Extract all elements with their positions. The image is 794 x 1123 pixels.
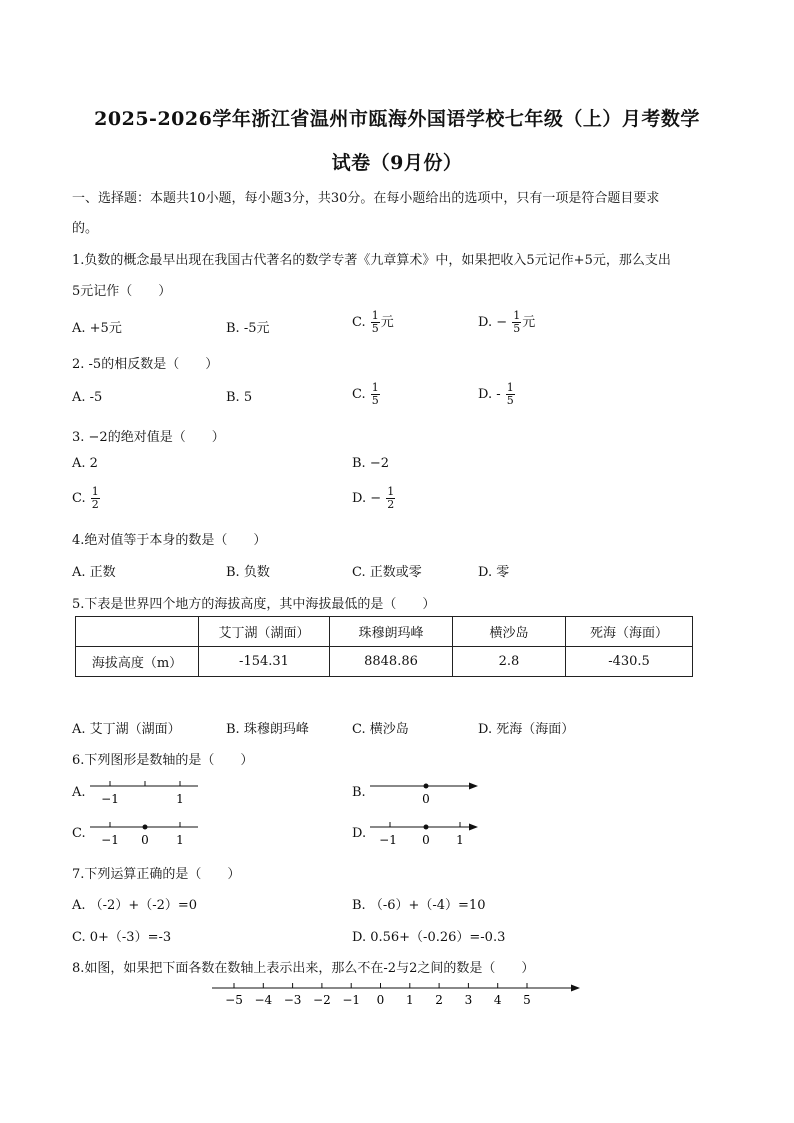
q6-option-d-label[interactable]: D. bbox=[352, 826, 367, 841]
origin-dot bbox=[143, 825, 148, 830]
tick-label: 3 bbox=[464, 993, 473, 1007]
q7-option-d[interactable]: D. 0.56+（-0.26）=-0.3 bbox=[352, 930, 506, 945]
table-header-cell: 珠穆朗玛峰 bbox=[330, 617, 453, 647]
origin-dot bbox=[424, 825, 429, 830]
q1-option-d[interactable] bbox=[478, 310, 535, 335]
q3-option-d[interactable] bbox=[352, 486, 396, 511]
q1-option-c[interactable] bbox=[352, 310, 394, 335]
table-cell: 8848.86 bbox=[330, 647, 453, 677]
exam-title-line1: 2025-2026学年浙江省温州市瓯海外国语学校七年级（上）月考数学 bbox=[94, 108, 700, 130]
q1-stem-line2: 5元记作（ ） bbox=[72, 284, 172, 299]
q6-option-b-number-line bbox=[368, 778, 483, 808]
tick-label: 4 bbox=[493, 993, 502, 1007]
tick-label: 2 bbox=[435, 993, 443, 1007]
q7-option-b[interactable]: B. （-6）+（-4）=10 bbox=[352, 898, 486, 913]
q5-option-b[interactable]: B. 珠穆朗玛峰 bbox=[226, 722, 309, 737]
section-instructions-line2: 的。 bbox=[72, 221, 99, 236]
altitude-table bbox=[75, 616, 693, 677]
q3-option-c-fraction: $\frac{1}{2}$ bbox=[91, 485, 99, 511]
q1-option-c-unit: 元 bbox=[380, 315, 394, 330]
table-header-cell: 艾丁湖（湖面） bbox=[199, 617, 330, 647]
table-header-row bbox=[76, 617, 693, 647]
q8-number-line bbox=[210, 980, 585, 1010]
table-cell: -154.31 bbox=[199, 647, 330, 677]
q2-stem: 2. -5的相反数是（ ） bbox=[72, 357, 219, 372]
q1-stem-line1: 1.负数的概念最早出现在我国古代著名的数学专著《九章算术》中，如果把收入5元记作+5元，那么支出 bbox=[72, 253, 671, 268]
tick-label: −3 bbox=[283, 993, 302, 1007]
arrow-icon bbox=[469, 783, 478, 790]
table-cell: 2.8 bbox=[453, 647, 566, 677]
q3-option-d-label: D. − bbox=[352, 491, 382, 506]
origin-dot bbox=[424, 784, 429, 789]
q4-option-c[interactable]: C. 正数或零 bbox=[352, 565, 422, 580]
q5-option-d[interactable]: D. 死海（海面） bbox=[478, 722, 575, 737]
q2-option-b[interactable]: B. 5 bbox=[226, 390, 253, 405]
q4-stem: 4.绝对值等于本身的数是（ ） bbox=[72, 533, 267, 548]
section-instructions-line1: 一、选择题：本题共10小题，每小题3分，共30分。在每小题给出的选项中，只有一项是符合题目要求 bbox=[72, 191, 660, 206]
q3-option-b[interactable]: B. −2 bbox=[352, 456, 389, 471]
tick-label: 5 bbox=[523, 993, 531, 1007]
tick-label-minus-one: −1 bbox=[101, 833, 119, 847]
q3-option-c[interactable] bbox=[72, 486, 101, 511]
q6-option-a-number-line bbox=[88, 778, 203, 808]
q5-option-c[interactable]: C. 横沙岛 bbox=[352, 722, 409, 737]
q3-option-a[interactable]: A. 2 bbox=[72, 456, 98, 471]
exam-title-line2: 试卷（9月份） bbox=[331, 152, 463, 174]
q1-option-c-label: C. bbox=[352, 315, 366, 330]
q6-option-c-label[interactable]: C. bbox=[72, 826, 86, 841]
tick-label-zero: 0 bbox=[422, 792, 430, 806]
tick-label: −4 bbox=[254, 993, 273, 1007]
table-header-cell bbox=[76, 617, 199, 647]
q4-option-b[interactable]: B. 负数 bbox=[226, 565, 270, 580]
q6-option-b-label[interactable]: B. bbox=[352, 785, 366, 800]
tick-label: −1 bbox=[342, 993, 361, 1007]
table-header-cell: 横沙岛 bbox=[453, 617, 566, 647]
tick-label: −2 bbox=[313, 993, 331, 1007]
arrow-icon bbox=[571, 985, 580, 992]
q2-option-a[interactable]: A. -5 bbox=[72, 390, 103, 405]
q6-option-a-label[interactable]: A. bbox=[72, 785, 86, 800]
table-header-cell: 死海（海面） bbox=[566, 617, 693, 647]
q3-option-c-label: C. bbox=[72, 491, 86, 506]
q7-stem: 7.下列运算正确的是（ ） bbox=[72, 867, 241, 882]
q7-option-a[interactable]: A. （-2）+（-2）=0 bbox=[72, 898, 198, 913]
table-row-label: 海拔高度（m） bbox=[76, 647, 199, 677]
q8-stem: 8.如图，如果把下面各数在数轴上表示出来，那么不在-2与2之间的数是（ ） bbox=[72, 961, 535, 976]
q2-option-c[interactable] bbox=[352, 382, 381, 407]
q1-option-a[interactable]: A. +5元 bbox=[72, 321, 122, 336]
tick-label: 0 bbox=[376, 993, 385, 1007]
table-cell: -430.5 bbox=[566, 647, 693, 677]
q1-option-b[interactable]: B. -5元 bbox=[226, 321, 270, 336]
tick-label-zero: 0 bbox=[141, 833, 149, 847]
q4-option-d[interactable]: D. 零 bbox=[478, 565, 510, 580]
q6-option-c-number-line bbox=[88, 819, 203, 849]
tick-label: 1 bbox=[405, 993, 414, 1007]
q1-option-d-unit: 元 bbox=[522, 315, 536, 330]
q6-option-d-number-line bbox=[368, 819, 483, 849]
table-row bbox=[76, 647, 693, 677]
q2-option-c-fraction: $\frac{1}{5}$ bbox=[371, 381, 379, 407]
q3-stem: 3. −2的绝对值是（ ） bbox=[72, 430, 225, 445]
q3-option-d-fraction: $\frac{1}{2}$ bbox=[387, 485, 395, 511]
tick-label-minus-one: −1 bbox=[101, 792, 119, 806]
q5-option-a[interactable]: A. 艾丁湖（湖面） bbox=[72, 722, 181, 737]
q2-option-d[interactable] bbox=[478, 382, 516, 407]
tick-label: −5 bbox=[225, 993, 243, 1007]
q4-option-a[interactable]: A. 正数 bbox=[72, 565, 116, 580]
tick-label-one: 1 bbox=[456, 833, 464, 847]
tick-label-zero: 0 bbox=[422, 833, 430, 847]
q6-stem: 6.下列图形是数轴的是（ ） bbox=[72, 753, 254, 768]
tick-label-one: 1 bbox=[176, 833, 184, 847]
tick-label-one: 1 bbox=[176, 792, 184, 806]
q5-stem: 5.下表是世界四个地方的海拔高度，其中海拔最低的是（ ） bbox=[72, 597, 436, 612]
q1-option-d-label: D. − bbox=[478, 315, 508, 330]
q2-option-c-label: C. bbox=[352, 387, 366, 402]
q7-option-c[interactable]: C. 0+（-3）=-3 bbox=[72, 930, 172, 945]
tick-label-minus-one: −1 bbox=[379, 833, 397, 847]
q1-option-c-fraction: $\frac{1}{5}$ bbox=[371, 309, 379, 335]
q2-option-d-label: D. - bbox=[478, 387, 501, 402]
arrow-icon bbox=[469, 824, 478, 831]
q2-option-d-fraction: $\frac{1}{5}$ bbox=[506, 381, 514, 407]
q1-option-d-fraction: $\frac{1}{5}$ bbox=[513, 309, 521, 335]
